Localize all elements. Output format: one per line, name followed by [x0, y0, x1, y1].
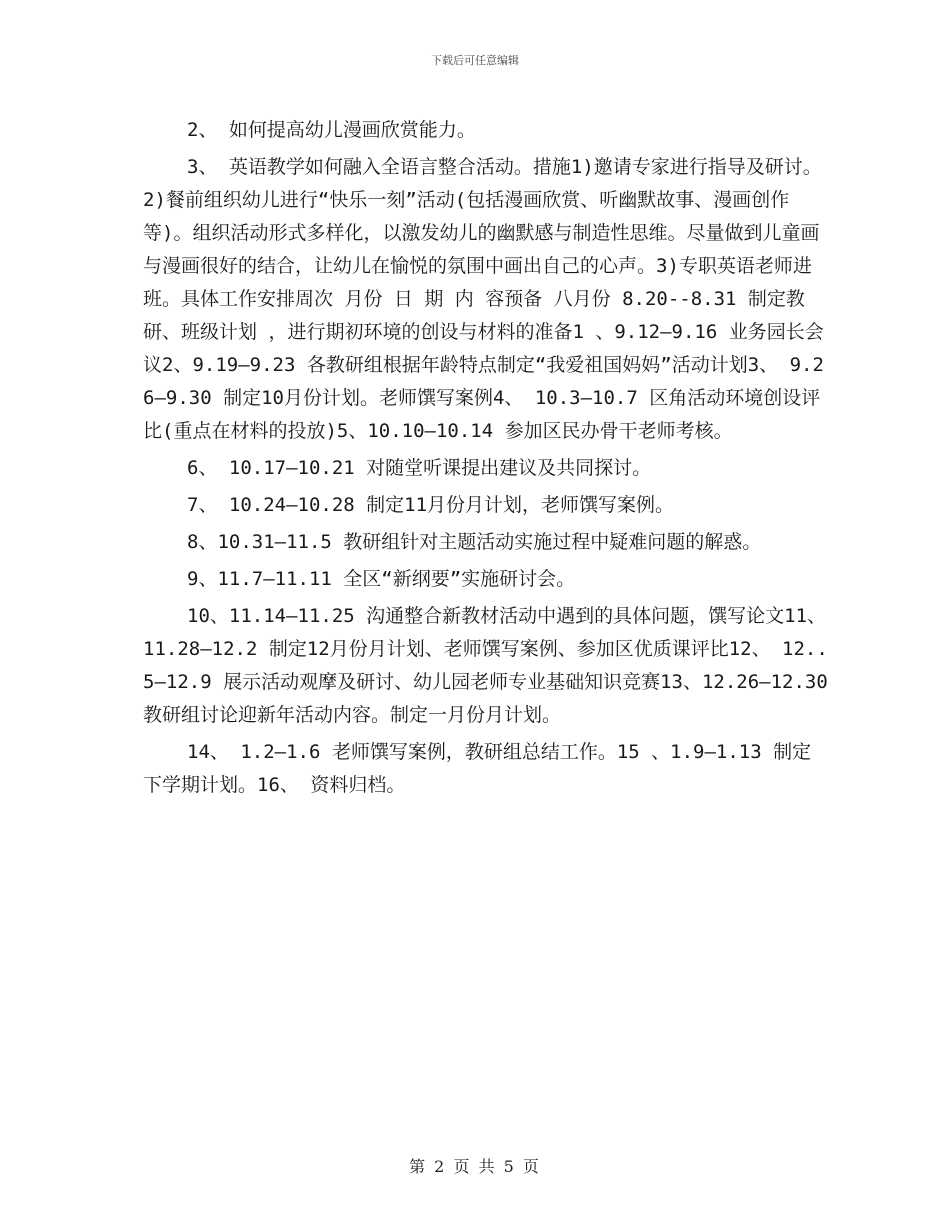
paragraph-2: 3、 英语教学如何融入全语言整合活动。措施1)邀请专家进行指导及研讨。2)餐前组织幼儿进行“快乐一刻”活动(包括漫画欣赏、听幽默故事、漫画创作等)。组织活动形式多样化，以激发幼儿的幽默感与制造性思维。尽量做到儿童画与漫画很好的结合，让幼儿在愉悦的氛围中画出自己的心声。3)专职英语老师进班。具体工作安排周次 月份 日 期 内 容预备 八月份 8.20--8.31 制定教研、班级计划 ，进行期初环境的创设与材料的准备1 、9.12—9.16 业务园长会议2、9.19—9.23 各教研组根据年龄特点制定“我爱祖国妈妈”活动计划3、 9.26—9.30 制定10月份计划。老师馔写案例4、 10.3—10.7 区角活动环境创设评比(重点在材料的投放)5、10.10—10.14 参加区民办骨干老师考核。: [143, 156, 824, 442]
paragraph-1: 2、 如何提高幼儿漫画欣赏能力。: [187, 119, 476, 141]
page-header: 下载后可任意编辑: [431, 54, 519, 67]
paragraph-5: 8、10.31—11.5 教研组针对主题活动实施过程中疑难问题的解惑。: [187, 531, 762, 553]
paragraph-8: 14、 1.2—1.6 老师馔写案例，教研组总结工作。15 、1.9—1.13 制定下学期计划。16、 资料归档。: [143, 741, 812, 796]
page-number-footer: 第 2 页 共 5 页: [409, 1157, 541, 1176]
paragraph-7: 10、11.14—11.25 沟通整合新教材活动中遇到的具体问题，馔写论文11、 11.28—12.2 制定12月份月计划、老师馔写案例、参加区优质课评比12、 12..5—12.9 展示活动观摩及研讨、幼儿园老师专业基础知识竞赛13、12.26—12.30 教研组讨论迎新年活动内容。制定一月份月计划。: [143, 605, 828, 726]
paragraph-6: 9、11.7—11.11 全区“新纲要”实施研讨会。: [187, 568, 576, 590]
document-body: [143, 114, 828, 806]
paragraph-4: 7、 10.24—10.28 制定11月份月计划，老师馔写案例。: [187, 494, 675, 516]
paragraph-3: 6、 10.17—10.21 对随堂听课提出建议及共同探讨。: [187, 457, 652, 479]
